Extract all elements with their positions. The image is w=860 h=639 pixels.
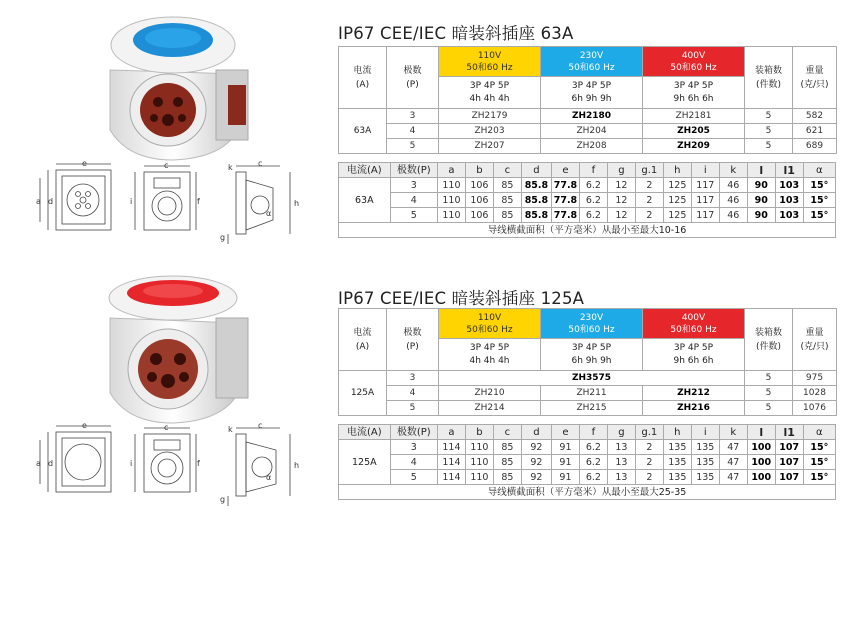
weight-cell: 689 [793,139,837,154]
svg-text:d: d [48,459,54,468]
col-weight: 重量 (克/只) [793,47,837,109]
socket-photo-blue [88,10,256,170]
dim-header: l [747,425,775,440]
dim-cell: 135 [663,470,691,485]
dim-header: a [437,163,465,178]
svg-text:f: f [197,459,200,468]
dim-cell: 2 [635,178,663,193]
dim-cell: 125 [663,178,691,193]
model-cell: ZH2180 [541,109,643,124]
dim-cell: 46 [719,193,747,208]
dim-cell: 13 [607,440,635,455]
dim-cell: 3 [390,178,437,193]
table-row [339,124,837,139]
poles-cell: 4 [387,386,439,401]
pins-230v: 3P 4P 5P 6h 9h 9h [541,339,643,371]
side-view-drawing [130,160,205,245]
dim-cell: 15° [803,455,835,470]
poles-cell: 5 [387,401,439,416]
model-table [338,46,837,154]
front-view-drawing [36,422,126,507]
dim-header: f [579,163,607,178]
poles-cell: 3 [387,371,439,386]
dim-cell: 107 [775,455,803,470]
dim-cell: 46 [719,208,747,223]
dim-cell: 6.2 [579,440,607,455]
dim-cell: 106 [465,208,493,223]
col-current: 电流 (A) [339,47,387,109]
dim-cell: 12 [607,208,635,223]
dim-header: l1 [775,163,803,178]
col-230v: 230V 50和60 Hz [541,309,643,339]
qty-cell: 5 [745,371,793,386]
table-row [339,440,836,455]
dim-cell: 47 [719,470,747,485]
table-row [339,139,837,154]
model-cell: ZH204 [541,124,643,139]
dim-cell: 117 [691,208,719,223]
dim-header: α [803,163,835,178]
svg-text:i: i [130,197,133,206]
svg-text:g: g [220,233,226,242]
col-current: 电流 (A) [339,309,387,371]
dim-cell: 13 [607,470,635,485]
dim-cell: 110 [465,470,493,485]
dim-cell: 92 [521,470,551,485]
dim-cell: 47 [719,440,747,455]
dim-cell: 6.2 [579,178,607,193]
dim-cell: 100 [747,455,775,470]
col-box-qty: 装箱数 (件数) [745,47,793,109]
dim-cell: 77.8 [551,193,579,208]
dim-header: b [465,425,493,440]
model-cell: ZH211 [541,386,643,401]
dim-cell: 117 [691,193,719,208]
dim-header: 电流(A) [339,425,391,440]
svg-text:f: f [197,197,200,206]
weight-cell: 1076 [793,401,837,416]
dimension-table [338,162,836,238]
weight-cell: 1028 [793,386,837,401]
dim-header: k [719,425,747,440]
model-cell: ZH208 [541,139,643,154]
dim-header: e [551,425,579,440]
dim-header: i [691,163,719,178]
model-table [338,308,837,416]
col-110v: 110V 50和60 Hz [439,47,541,77]
qty-cell: 5 [745,386,793,401]
dim-cell: 12 [607,178,635,193]
poles-cell: 5 [387,139,439,154]
table-row [339,178,836,193]
front-view-drawing [36,160,126,245]
model-cell: ZH205 [643,124,745,139]
dimension-table [338,424,836,500]
model-cell: ZH3575 [439,371,745,386]
dim-cell: 91 [551,440,579,455]
dim-cell: 114 [437,470,465,485]
dim-header: g.1 [635,163,663,178]
dim-cell: 135 [691,455,719,470]
dim-header: k [719,163,747,178]
poles-cell: 4 [387,124,439,139]
model-cell: ZH215 [541,401,643,416]
dim-cell: 107 [775,440,803,455]
dimension-header-row [339,163,836,178]
dim-cell: 114 [437,440,465,455]
qty-cell: 5 [745,124,793,139]
dim-cell: 110 [437,178,465,193]
dim-cell: 15° [803,440,835,455]
dim-cell: 114 [437,455,465,470]
model-cell: ZH209 [643,139,745,154]
dim-cell: 15° [803,470,835,485]
dim-cell: 91 [551,470,579,485]
model-cell: ZH216 [643,401,745,416]
pins-230v: 3P 4P 5P 6h 9h 9h [541,77,643,109]
dim-cell: 2 [635,440,663,455]
poles-cell: 3 [387,109,439,124]
note-row [339,223,836,238]
angled-view-drawing [218,160,303,250]
model-cell: ZH210 [439,386,541,401]
dim-cell: 6.2 [579,470,607,485]
dim-header: l [747,163,775,178]
amperage: 125A [339,440,391,485]
dim-cell: 12 [607,193,635,208]
socket-photo-red [88,273,256,433]
svg-text:k: k [228,425,233,434]
table-row [339,401,837,416]
dim-cell: 47 [719,455,747,470]
svg-text:h: h [294,461,300,470]
pins-400v: 3P 4P 5P 9h 6h 6h [643,77,745,109]
pins-110v: 3P 4P 5P 4h 4h 4h [439,339,541,371]
model-cell: ZH203 [439,124,541,139]
table-row [339,371,837,386]
svg-text:c: c [164,423,169,432]
dim-header: g.1 [635,425,663,440]
dim-header: h [663,425,691,440]
dim-cell: 106 [465,193,493,208]
svg-text:k: k [228,163,233,172]
pins-400v: 3P 4P 5P 9h 6h 6h [643,339,745,371]
dim-cell: 92 [521,455,551,470]
dim-cell: 46 [719,178,747,193]
dim-header: d [521,425,551,440]
dimension-header-row [339,425,836,440]
dim-header: e [551,163,579,178]
dim-cell: 110 [437,193,465,208]
model-cell: ZH2181 [643,109,745,124]
dim-cell: 135 [663,455,691,470]
col-poles: 极数 (P) [387,309,439,371]
dim-cell: 110 [437,208,465,223]
dim-cell: 2 [635,208,663,223]
dim-cell: 100 [747,440,775,455]
section-title: IP67 CEE/IEC 暗装斜插座 63A [338,24,574,43]
dim-header: l1 [775,425,803,440]
col-110v: 110V 50和60 Hz [439,309,541,339]
dim-cell: 107 [775,470,803,485]
dim-cell: 85 [493,455,521,470]
dim-cell: 5 [390,208,437,223]
svg-text:e: e [82,422,87,430]
dim-cell: 135 [663,440,691,455]
dim-cell: 125 [663,208,691,223]
dim-cell: 85 [493,440,521,455]
dim-header: 电流(A) [339,163,391,178]
dim-cell: 117 [691,178,719,193]
dim-cell: 5 [390,470,437,485]
table-row [339,386,837,401]
dim-cell: 85.8 [521,193,551,208]
svg-text:h: h [294,199,300,208]
qty-cell: 5 [745,109,793,124]
dim-header: a [437,425,465,440]
dim-cell: 85 [493,208,521,223]
dim-cell: 4 [390,193,437,208]
col-230v: 230V 50和60 Hz [541,47,643,77]
wire-cross-section-note: 导线横截面积（平方毫米）从最小至最大10-16 [339,223,836,238]
svg-text:c: c [258,160,263,168]
dim-header: 极数(P) [390,163,437,178]
col-box-qty: 装箱数 (件数) [745,309,793,371]
dim-cell: 135 [691,440,719,455]
dim-cell: 2 [635,455,663,470]
dim-cell: 15° [803,178,835,193]
dim-header: b [465,163,493,178]
wire-cross-section-note: 导线横截面积（平方毫米）从最小至最大25-35 [339,485,836,500]
dim-cell: 90 [747,178,775,193]
svg-text:c: c [258,422,263,430]
dim-header: c [493,163,521,178]
table-row [339,109,837,124]
dim-header: h [663,163,691,178]
dim-cell: 85 [493,193,521,208]
table-row [339,208,836,223]
weight-cell: 582 [793,109,837,124]
dim-cell: 110 [465,440,493,455]
dim-header: 极数(P) [390,425,437,440]
dim-header: f [579,425,607,440]
dim-header: g [607,425,635,440]
dim-cell: 92 [521,440,551,455]
dim-cell: 103 [775,208,803,223]
dim-cell: 90 [747,208,775,223]
model-cell: ZH212 [643,386,745,401]
svg-text:a: a [36,459,41,468]
svg-text:d: d [48,197,54,206]
model-cell: ZH2179 [439,109,541,124]
dim-cell: 2 [635,193,663,208]
dim-cell: 85 [493,178,521,193]
dim-cell: 91 [551,455,579,470]
dim-cell: 85 [493,470,521,485]
qty-cell: 5 [745,139,793,154]
dim-cell: 6.2 [579,455,607,470]
dim-cell: 103 [775,178,803,193]
dim-cell: 103 [775,193,803,208]
dim-cell: 77.8 [551,178,579,193]
side-view-drawing [130,422,205,507]
col-poles: 极数 (P) [387,47,439,109]
dim-cell: 85.8 [521,178,551,193]
dim-cell: 135 [691,470,719,485]
angled-view-drawing [218,422,303,512]
table-row [339,470,836,485]
dim-cell: 4 [390,455,437,470]
svg-text:c: c [164,161,169,170]
svg-text:a: a [36,197,41,206]
dim-header: i [691,425,719,440]
dim-cell: 106 [465,178,493,193]
dim-cell: 6.2 [579,208,607,223]
amperage: 125A [339,371,387,416]
svg-text:g: g [220,495,226,504]
dim-header: d [521,163,551,178]
dim-header: α [803,425,835,440]
model-cell: ZH207 [439,139,541,154]
weight-cell: 975 [793,371,837,386]
amperage: 63A [339,109,387,154]
amperage: 63A [339,178,391,223]
dim-cell: 100 [747,470,775,485]
table-row [339,193,836,208]
dim-cell: 15° [803,193,835,208]
dim-cell: 6.2 [579,193,607,208]
model-cell: ZH214 [439,401,541,416]
svg-text:i: i [130,459,133,468]
dim-cell: 77.8 [551,208,579,223]
dim-cell: 13 [607,455,635,470]
dim-cell: 2 [635,470,663,485]
dim-cell: 110 [465,455,493,470]
weight-cell: 621 [793,124,837,139]
col-weight: 重量 (克/只) [793,309,837,371]
dim-cell: 15° [803,208,835,223]
dim-cell: 85.8 [521,208,551,223]
section-title: IP67 CEE/IEC 暗装斜插座 125A [338,289,585,308]
dim-cell: 90 [747,193,775,208]
col-400v: 400V 50和60 Hz [643,309,745,339]
col-400v: 400V 50和60 Hz [643,47,745,77]
qty-cell: 5 [745,401,793,416]
dim-cell: 3 [390,440,437,455]
svg-text:e: e [82,160,87,168]
pins-110v: 3P 4P 5P 4h 4h 4h [439,77,541,109]
dim-cell: 125 [663,193,691,208]
svg-text:α: α [266,209,272,218]
dim-header: g [607,163,635,178]
table-row [339,455,836,470]
svg-text:α: α [266,473,272,482]
dim-header: c [493,425,521,440]
note-row [339,485,836,500]
